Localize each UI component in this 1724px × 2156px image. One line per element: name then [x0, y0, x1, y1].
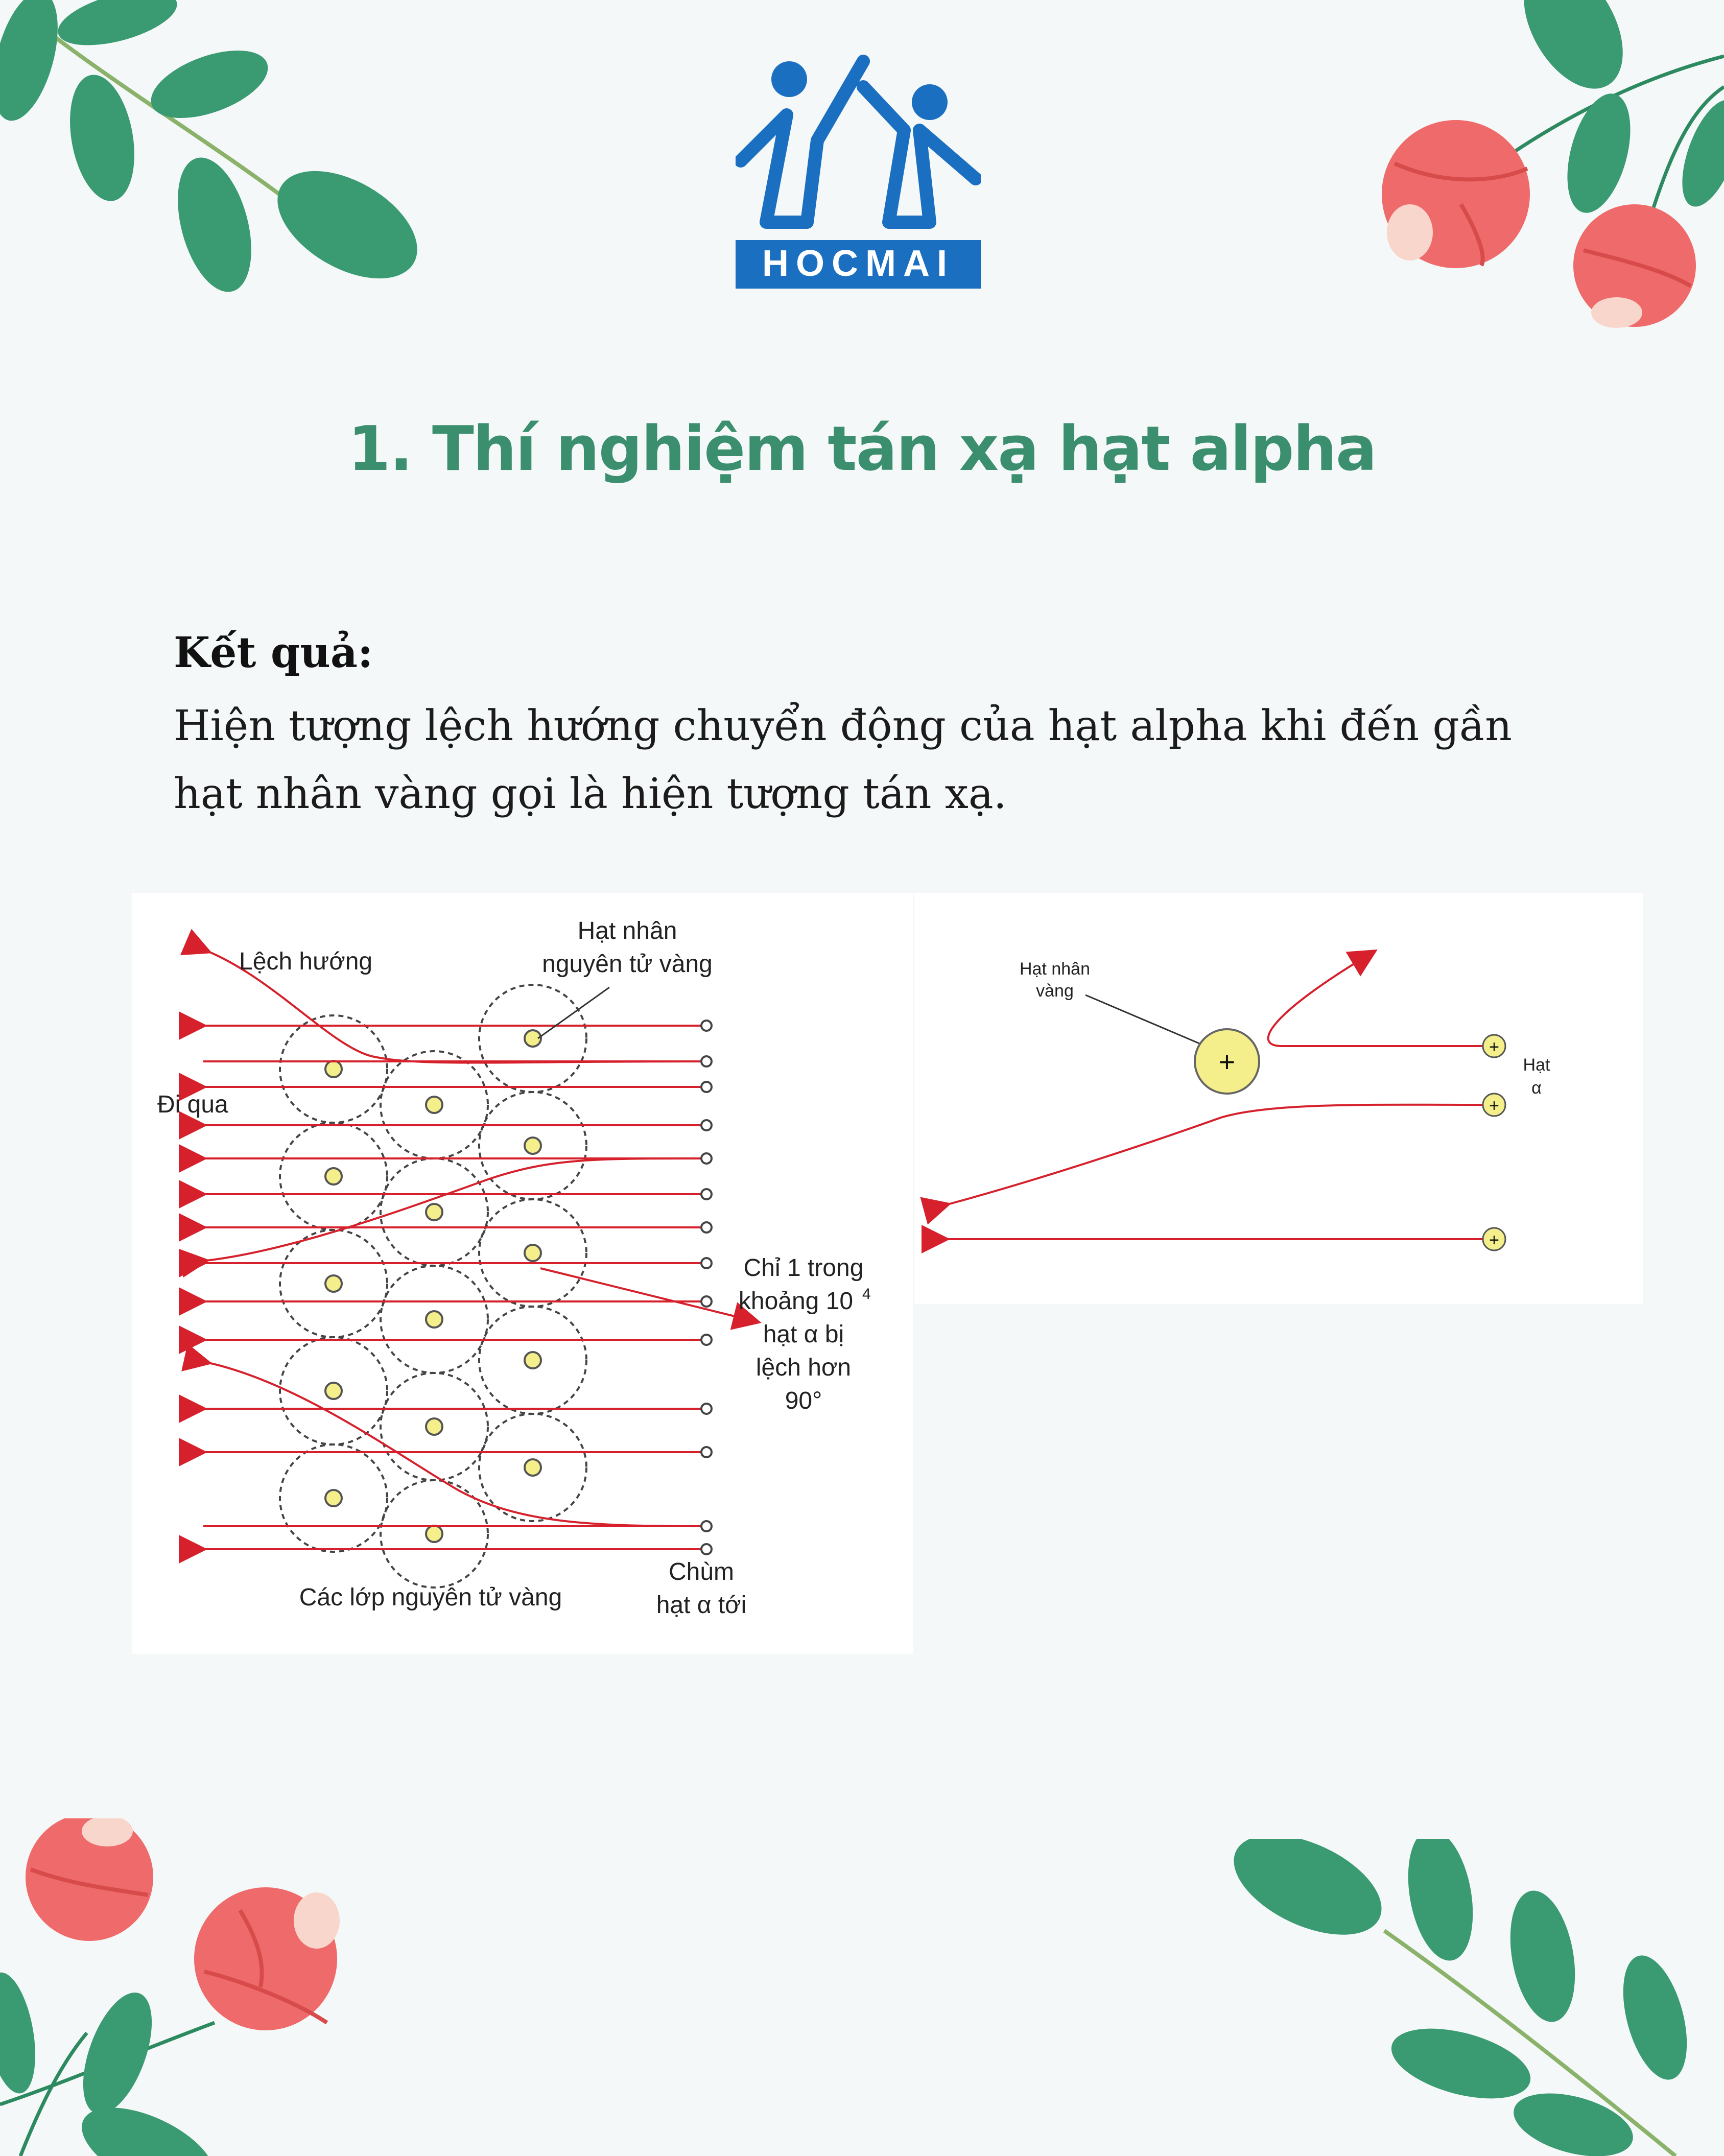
label-deflect: Lệch hướng — [239, 948, 373, 975]
note-line5: 90° — [785, 1387, 822, 1414]
label-nucleus-line1: Hạt nhân — [577, 917, 677, 944]
alpha-plus-1: + — [1489, 1037, 1499, 1057]
alpha-trajectories — [946, 952, 1492, 1239]
flower-top-right-icon — [1359, 0, 1724, 337]
label-particle-line1: Hạt — [1523, 1055, 1550, 1075]
note-line1: Chỉ 1 trong — [743, 1254, 864, 1282]
nucleus-pointer-line — [1085, 995, 1206, 1046]
label-nucleus-line2: vàng — [1036, 981, 1074, 1001]
result-heading: Kết quả: — [174, 628, 373, 677]
label-pass: Đi qua — [157, 1091, 228, 1118]
nucleus-plus-sign: + — [1218, 1046, 1236, 1078]
hocmai-logo-icon — [736, 54, 981, 291]
scattering-figure-single-nucleus — [914, 893, 1643, 1304]
hocmai-logo — [736, 54, 981, 291]
logo-text: HOCMAI — [762, 243, 954, 284]
note-line4: lệch hơn — [755, 1354, 852, 1381]
gold-nucleus — [1195, 1029, 1259, 1094]
label-layers: Các lớp nguyên tử vàng — [299, 1584, 562, 1611]
alpha-plus-2: + — [1489, 1096, 1499, 1116]
alpha-particles — [1483, 1035, 1505, 1250]
result-body: Hiện tượng lệch hướng chuyển động của hạt alpha khi đến gần hạt nhân vàng gọi là hiện tượng tán xạ. — [174, 702, 1512, 818]
leaf-branch-top-left-icon — [0, 0, 439, 306]
label-beam-line1: Chùm — [668, 1558, 735, 1585]
page-title: 1. Thí nghiệm tán xạ hạt alpha — [348, 414, 1376, 485]
alpha-plus-3: + — [1489, 1230, 1499, 1250]
note-line2: khoảng 10 — [738, 1288, 854, 1315]
note-line2-superscript: 4 — [862, 1286, 871, 1302]
note-line3: hạt α bị — [763, 1321, 844, 1348]
gold-nuclei — [325, 1030, 541, 1542]
leaf-branch-bottom-right-icon — [1216, 1839, 1724, 2156]
label-particle-line2: α — [1531, 1078, 1542, 1098]
scattering-figure-layers — [132, 893, 913, 1654]
nucleus-pointer-line — [538, 987, 609, 1038]
label-nucleus-line1: Hạt nhân — [1020, 959, 1090, 979]
flower-bottom-left-icon — [0, 1818, 368, 2156]
incoming-beam-dots — [701, 1021, 712, 1554]
label-nucleus-line2: nguyên tử vàng — [542, 951, 713, 978]
label-beam-line2: hạt α tới — [656, 1592, 747, 1619]
